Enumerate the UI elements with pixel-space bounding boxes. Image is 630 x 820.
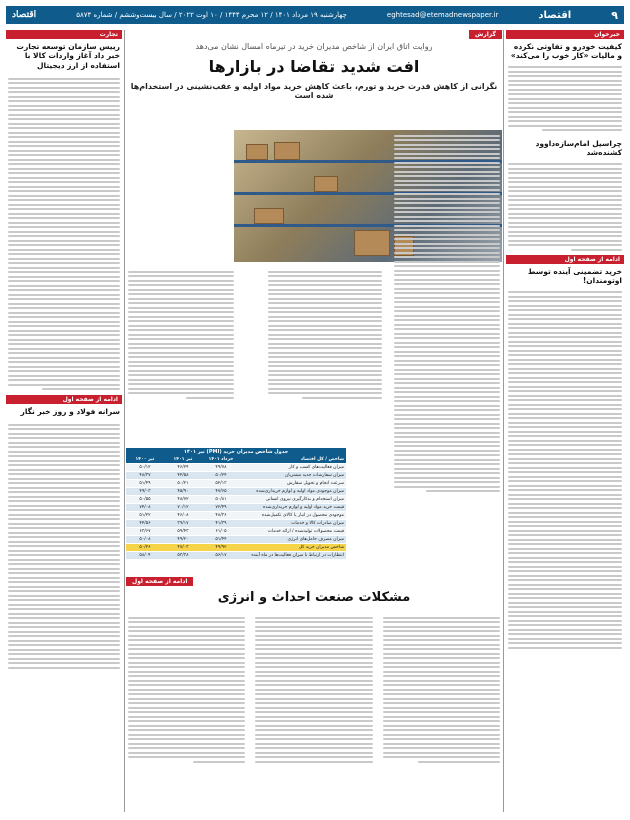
right-story-1-body xyxy=(506,62,624,136)
table-row xyxy=(126,528,346,536)
table-row-label: میزان مصرف حامل‌های انرژی xyxy=(287,537,344,542)
table-row-label: میزان فعالیت‌های کسب و کار xyxy=(288,465,344,470)
table-cell: ۵۱/۴۴ xyxy=(215,537,227,542)
table-row xyxy=(126,496,346,504)
table-row-label: سرعت انجام و تحویل سفارش xyxy=(286,481,344,486)
table-row xyxy=(126,472,346,480)
column-divider-right xyxy=(503,30,504,812)
page-number: ۹ xyxy=(611,8,618,22)
table-cell: تیر ۱۴۰۱ xyxy=(173,457,193,462)
table-row-label: شاخص مدیران خرید کل xyxy=(298,545,344,550)
main-headline-block xyxy=(126,30,502,100)
table-cell: ۶۳/۶۷ xyxy=(139,529,151,534)
pmi-table-title: جدول شاخص مدیران خرید (PMI) تیر ۱۴۰۱ xyxy=(126,448,346,456)
table-row xyxy=(126,488,346,496)
table-row xyxy=(126,544,346,552)
main-article-area xyxy=(126,30,502,812)
issue-meta: چهارشنبه ۱۹ مرداد ۱۴۰۱ / ۱۲ محرم ۱۴۴۴ / ۱۰ اوت ۲۰۲۲ / سال بیست‌وششم / شماره ۵۸۷۴ xyxy=(76,11,347,19)
table-row xyxy=(126,480,346,488)
article-body-col-3 xyxy=(126,266,236,403)
table-cell: ۵۱/۲۲ xyxy=(139,513,151,518)
table-cell: ۵۰/۲۶ xyxy=(139,545,151,550)
table-row xyxy=(126,536,346,544)
table-cell: ۵۰/۵۵ xyxy=(139,497,151,502)
table-cell: ۶۱/۰۵ xyxy=(215,529,227,534)
table-cell: ۴۹/۲۰ xyxy=(177,537,189,542)
right-story-1-title: کیفیت خودرو و تفاوتی نکرده و مالیات «کار خوب را می‌کند» xyxy=(510,42,622,61)
newspaper-logo: اقتصاد xyxy=(12,10,37,20)
table-row xyxy=(126,520,346,528)
right-column-label: خبرخوان xyxy=(506,30,624,39)
left-column xyxy=(6,30,122,812)
table-cell: ۴۴/۵۶ xyxy=(139,521,151,526)
table-header-row xyxy=(126,456,346,464)
bottom-continued-label: ادامه از صفحه اول xyxy=(126,577,193,586)
left-story-1-title: رییس سازمان توسعه تجارت خبر داد آغاز واردات کالا با استفاده از ارز دیجیتال xyxy=(16,42,120,70)
table-cell: ۵۰/۸۱ xyxy=(215,497,227,502)
right-story-3-body xyxy=(506,287,624,654)
page-header xyxy=(6,6,624,24)
table-cell: ۴۷/۰۳ xyxy=(177,545,189,550)
table-cell: ۵۰/۱۲ xyxy=(139,465,151,470)
left-story-2-title: سرانه فولاد و روز خبر نگار xyxy=(20,406,120,416)
table-cell: ۴۵/۹۰ xyxy=(177,489,189,494)
article-body-col-1 xyxy=(392,130,502,497)
article-pre-title: روایت اتاق ایران از شاخص مدیران خرید در تیرماه امسال نشان می‌دهد xyxy=(195,42,433,51)
bottom-article-body xyxy=(126,612,502,812)
article-body-col-2 xyxy=(266,266,384,403)
table-cell: ۴۸/۳۷ xyxy=(139,473,151,478)
right-story-3-title: خرید تضمینی آینده توسط اوتومندان! xyxy=(527,267,622,286)
report-label: گزارش xyxy=(469,30,502,39)
table-row-label: میزان استخدام و به‌کارگیری نیروی انسانی xyxy=(265,497,344,502)
article-subtitle: نگرانی از کاهش قدرت خرید و تورم، باعث کاهش خرید مواد اولیه و عقب‌نشینی در استخدام‌ها شده است xyxy=(130,82,498,100)
table-cell: ۴۹/۹۲ xyxy=(215,545,227,550)
table-row-label: میزان صادرات کالا و خدمات xyxy=(291,521,344,526)
table-row xyxy=(126,552,346,560)
table-row-label: میزان موجودی مواد اولیه و لوازم خریداری‌شده xyxy=(256,489,344,494)
table-row xyxy=(126,464,346,472)
table-row xyxy=(126,504,346,512)
right-story-2-body xyxy=(506,159,624,256)
bottom-article-title: مشکلات صنعت احداث و انرژی xyxy=(217,590,411,605)
table-row-label: میزان سفارشات جدید مشتریان xyxy=(284,473,344,478)
left-story-1-body xyxy=(6,73,122,395)
table-row-label: شاخص / کل اقتصاد xyxy=(300,457,344,462)
table-cell: ۴۴/۵۸ xyxy=(177,473,189,478)
right-continued-label: ادامه از صفحه اول xyxy=(506,255,624,264)
table-cell: ۳۹/۱۷ xyxy=(177,521,189,526)
table-cell: ۴۸/۷۲ xyxy=(177,497,189,502)
table-row xyxy=(126,512,346,520)
table-cell: ۵۰/۲۱ xyxy=(177,481,189,486)
column-divider-left xyxy=(124,30,125,812)
article-title: افت شدید تقاضا در بازارها xyxy=(208,57,420,76)
left-story-2-body xyxy=(6,419,122,673)
left-column-label: تجارت xyxy=(6,30,122,39)
table-cell: ۵۱/۴۹ xyxy=(139,481,151,486)
table-cell: ۵۰/۲۴ xyxy=(215,473,227,478)
table-cell: ۴۶/۲۴ xyxy=(177,465,189,470)
table-cell: ۷۲/۴۹ xyxy=(215,505,227,510)
pmi-table xyxy=(126,448,346,560)
table-cell: ۴۹/۷۸ xyxy=(215,465,227,470)
table-row-label: انتظارات در ارتباط با میزان فعالیت‌ها در ماه آینده xyxy=(251,553,344,558)
table-cell: ۵۲/۱۳ xyxy=(215,481,227,486)
table-cell: ۴۸/۳۶ xyxy=(215,513,227,518)
table-cell: ۵۰/۰۸ xyxy=(139,537,151,542)
right-column xyxy=(506,30,624,812)
table-cell: ۵۸/۰۴ xyxy=(139,553,151,558)
table-cell: ۷۴/۰۸ xyxy=(139,505,151,510)
section-name: اقتصاد xyxy=(538,9,572,21)
table-cell: تیر ۱۴۰۰ xyxy=(135,457,155,462)
table-cell: ۵۶/۱۷ xyxy=(215,553,227,558)
email-address[interactable]: eghtesad@etemadnewspaper.ir xyxy=(386,11,499,19)
table-cell: ۴۱/۳۹ xyxy=(215,521,227,526)
table-cell: ۴۹/۰۳ xyxy=(139,489,151,494)
left-continued-label: ادامه از صفحه اول xyxy=(6,395,122,404)
table-cell: ۵۹/۴۳ xyxy=(177,529,189,534)
table-cell: ۷۰/۱۲ xyxy=(177,505,189,510)
table-cell: ۴۶/۰۸ xyxy=(177,513,189,518)
table-row-label: قیمت محصولات تولیدشده / ارائه خدمات xyxy=(267,529,344,534)
table-cell: ۴۷/۶۵ xyxy=(215,489,227,494)
table-cell: ۵۳/۳۸ xyxy=(177,553,189,558)
right-story-2-title: چراسیل امام‌سازه‌داوود کشنده‌شد xyxy=(535,138,622,158)
table-row-label: موجودی محصول در انبار یا کالای تکمیل‌شده xyxy=(261,513,344,518)
table-cell: خرداد ۱۴۰۱ xyxy=(208,457,234,462)
table-row-label: قیمت خرید مواد اولیه و لوازم خریداری‌شده xyxy=(263,505,344,510)
